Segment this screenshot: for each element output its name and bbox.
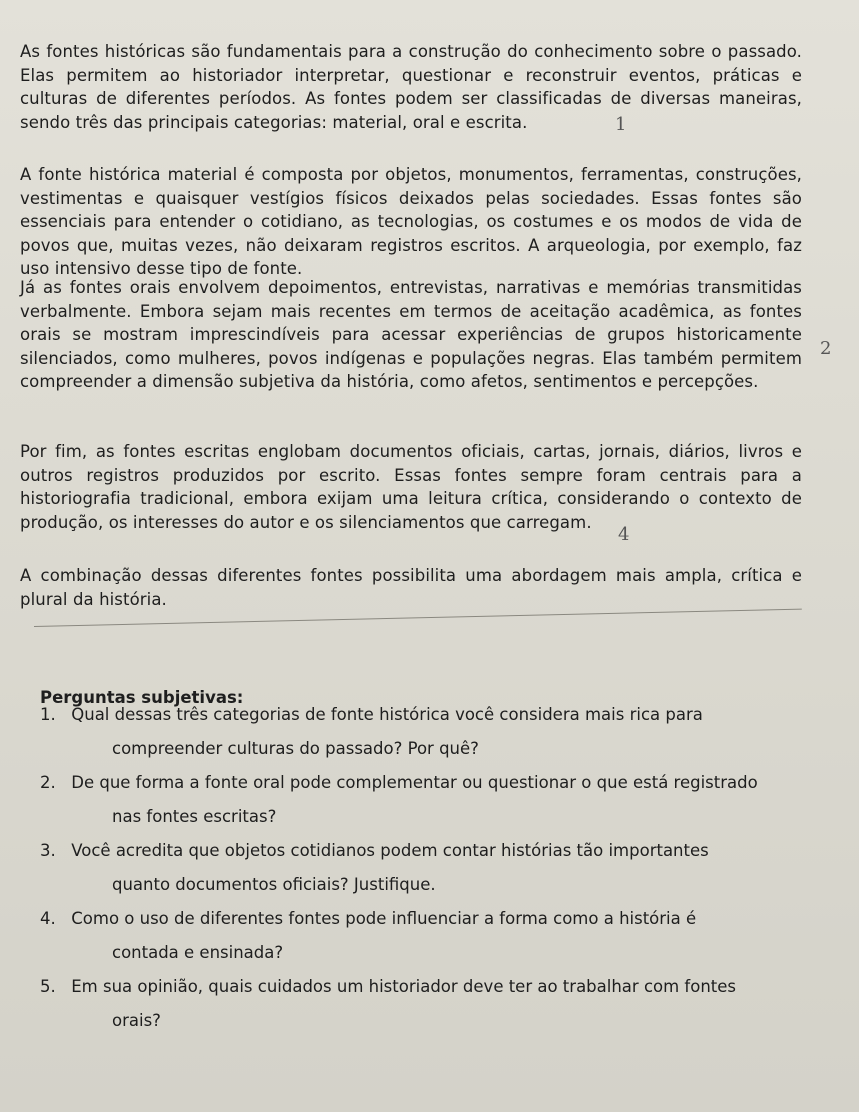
question-text: Você acredita que objetos cotidianos podem contar histórias tão importantes [71, 841, 709, 860]
question-item [40, 698, 800, 766]
paragraph-written-source: Por fim, as fontes escritas englobam documentos oficiais, cartas, jornais, diários, livros e outros registros produzidos por escrito. Essas fontes sempre foram centrais para a historiografia tradicional, embora exijam uma leitura crítica, considerando o contexto de produção, os interesses do autor e os silenciamentos que carregam. [20, 442, 802, 532]
question-number: 3. [40, 841, 56, 860]
question-text-continued: contada e ensinada? [112, 943, 284, 962]
question-text-continued: quanto documentos oficiais? Justifique. [112, 875, 436, 894]
question-text-continued: orais? [112, 1011, 161, 1030]
paragraph-oral-source: Já as fontes orais envolvem depoimentos, entrevistas, narrativas e memórias transmitidas verbalmente. Embora sejam mais recentes em termos de aceitação acadêmica, as fontes orais se mostram imprescindíveis para acessar experiências de grupos historicamente silenciados, como mulheres, povos indígenas e populações negras. Elas também permitem compreender a dimensão subjetiva da história, como afetos, sentimentos e percepções. [20, 278, 802, 392]
question-text: Qual dessas três categorias de fonte histórica você considera mais rica para [71, 705, 703, 724]
question-text: Em sua opinião, quais cuidados um historiador deve ter ao trabalhar com fontes [71, 977, 737, 996]
question-number: 2. [40, 773, 56, 792]
handwritten-mark: 2 [820, 338, 832, 359]
paragraph-material-source: A fonte histórica material é composta por objetos, monumentos, ferramentas, construções, vestimentas e quaisquer vestígios físicos deixados pelas sociedades. Essas fontes são essenciais para entender o cotidiano, as tecnologias, os costumes e os modos de vida de povos que, muitas vezes, não deixaram registros escritos. A arqueologia, por exemplo, faz uso intensivo desse tipo de fonte. [20, 165, 802, 279]
paragraph-intro: As fontes históricas são fundamentais para a construção do conhecimento sobre o passado. Elas permitem ao historiador interpretar, questionar e reconstruir eventos, práticas e culturas de diferentes períodos. As fontes podem ser classificadas de diversas maneiras, sendo três das principais categorias: material, oral e escrita. [20, 42, 802, 132]
handwritten-mark: 4 [618, 524, 630, 545]
question-item [40, 834, 800, 902]
question-text: Como o uso de diferentes fontes pode influenciar a forma como a história é [71, 909, 697, 928]
question-number: 4. [40, 909, 56, 928]
question-number: 5. [40, 977, 56, 996]
paragraph-conclusion: A combinação dessas diferentes fontes possibilita uma abordagem mais ampla, crítica e plural da história. [20, 566, 802, 609]
question-text-continued: nas fontes escritas? [112, 807, 277, 826]
question-text: De que forma a fonte oral pode complementar ou questionar o que está registrado [71, 773, 758, 792]
question-item [40, 902, 800, 970]
question-number: 1. [40, 705, 56, 724]
question-item [40, 970, 800, 1038]
question-text-continued: compreender culturas do passado? Por quê? [112, 739, 479, 758]
questions-title: Perguntas subjetivas: [40, 688, 244, 707]
divider-line [34, 609, 802, 627]
question-item [40, 766, 800, 834]
handwritten-mark: 1 [615, 114, 627, 135]
